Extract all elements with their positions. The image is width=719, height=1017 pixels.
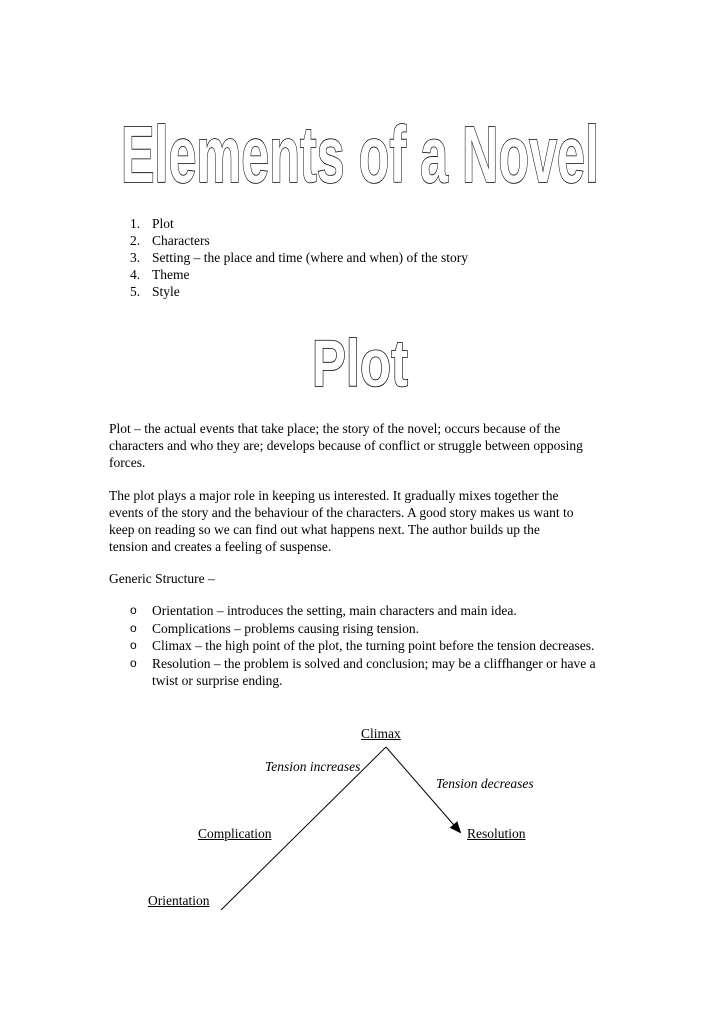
page-title-text: Elements of a Novel (121, 110, 599, 199)
text-line: events of the story and the behaviour of the characters. A good story makes us want to (109, 505, 574, 520)
climax-label: Climax (361, 726, 401, 741)
list-item-text: Climax – the high point of the plot, the turning point before the tension decreases. (152, 638, 595, 653)
list-item-text: Plot (152, 216, 174, 231)
list-item-text: Orientation – introduces the setting, main characters and main idea. (152, 603, 517, 618)
text-line: The plot plays a major role in keeping us interested. It gradually mixes together the (109, 488, 559, 503)
bullet-icon: o (130, 603, 137, 617)
list-item-text: Resolution – the problem is solved and conclusion; may be a cliffhanger or have a twist or surprise ending. (152, 655, 596, 688)
bullet-icon: o (130, 638, 137, 652)
list-number: 4. (130, 267, 141, 282)
tension-increases-label: Tension increases (265, 759, 361, 774)
list-item-text: Characters (152, 233, 210, 248)
list-number: 3. (130, 250, 141, 265)
resolution-label: Resolution (467, 826, 526, 841)
list-item-text: Setting – the place and time (where and when) of the story (152, 250, 469, 265)
list-item-text: Style (152, 284, 180, 299)
list-number: 2. (130, 233, 141, 248)
orientation-label: Orientation (148, 893, 210, 908)
text-line: tension and creates a feeling of suspense. (109, 539, 332, 554)
list-item-text: Complications – problems causing rising tension. (152, 620, 419, 636)
list-item-text: Theme (152, 267, 190, 282)
complication-label: Complication (198, 826, 272, 841)
text-line: characters and who they are; develops because of conflict or struggle between opposing (109, 438, 583, 453)
generic-structure-heading: Generic Structure – (109, 571, 215, 586)
text-line: forces. (109, 455, 146, 470)
bullet-icon: o (130, 655, 137, 670)
bullet-icon: o (130, 620, 137, 635)
section-title-text: Plot (312, 326, 409, 400)
text-line: Plot – the actual events that take place; the story of the novel; occurs because of the (109, 421, 561, 436)
text-line: keep on reading so we can find out what happens next. The author builds up the (109, 522, 540, 537)
list-number: 5. (130, 284, 141, 299)
tension-decreases-label: Tension decreases (436, 776, 534, 791)
list-number: 1. (130, 216, 141, 231)
